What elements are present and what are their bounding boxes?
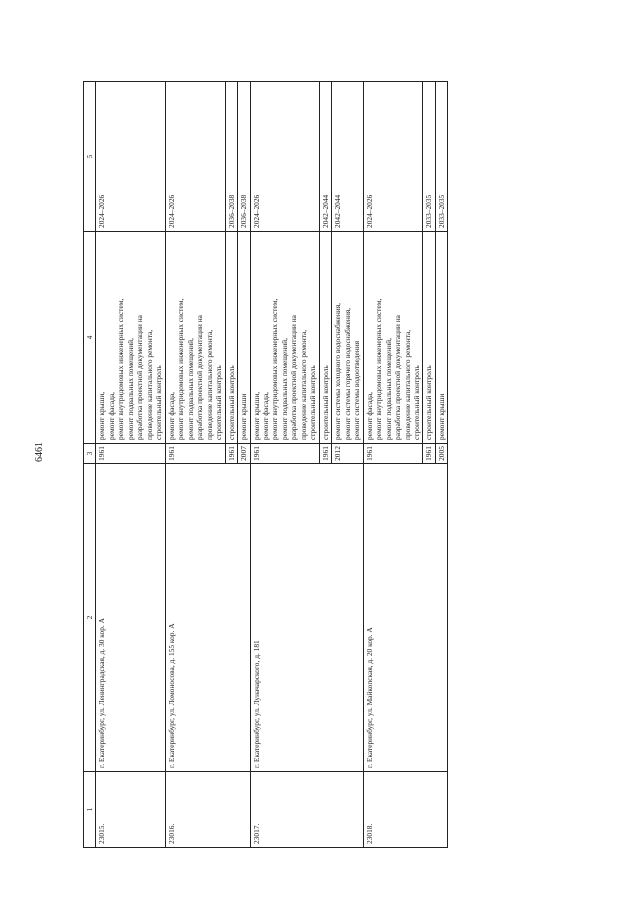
year-cell: 1961 [423, 444, 435, 464]
works-cell [165, 232, 225, 444]
work-item: ремонт подвальных помещений, [185, 338, 195, 440]
work-item: ремонт подвальных помещений, [125, 338, 135, 440]
work-item: ремонт внутридомовых инженерных систем, [270, 298, 280, 440]
works-cell [332, 232, 363, 444]
address-cell: г. Екатеринбург, ул. Майкопская, д. 20 кор. А [363, 464, 448, 772]
page-number: 6461 [34, 442, 45, 462]
entry-number-cell: 23016. [165, 772, 250, 848]
column-number: 5 [84, 82, 96, 232]
table-row [363, 82, 423, 848]
work-item: разработка проектной документации на [195, 315, 205, 440]
works-cell [96, 232, 165, 444]
work-item: ремонт фасада, [166, 392, 176, 440]
capital-repair-table [83, 81, 448, 848]
entry-number-cell: 23017. [250, 772, 363, 848]
table-row [165, 82, 225, 848]
period-cell: 2024–2026 [96, 82, 165, 232]
work-item: разработка проектной документации на [289, 315, 299, 440]
period-cell: 2036–2038 [238, 82, 250, 232]
work-item: ремонт фасада, [260, 392, 270, 440]
work-item: строительный контроль [424, 365, 434, 440]
work-item: ремонт системы водоотведения [352, 340, 362, 440]
column-number-row [84, 82, 96, 848]
work-item: ремонт внутридомовых инженерных систем, [176, 298, 186, 440]
period-cell: 2024–2026 [250, 82, 319, 232]
work-item: строительный контроль [320, 365, 330, 440]
works-cell [423, 232, 435, 444]
work-item: ремонт подвальных помещений, [279, 338, 289, 440]
column-number: 3 [84, 444, 96, 464]
work-item: ремонт крыши [239, 393, 249, 440]
works-cell [238, 232, 250, 444]
table-row [96, 82, 165, 848]
column-number: 1 [84, 772, 96, 848]
works-cell [250, 232, 319, 444]
period-cell: 2033–2035 [435, 82, 447, 232]
rotated-page-content [83, 82, 531, 848]
column-number: 2 [84, 464, 96, 772]
work-item: ремонт подвальных помещений, [383, 338, 393, 440]
address-cell: г. Екатеринбург, ул. Луначарского, д. 181 [250, 464, 363, 772]
work-item: строительный контроль [214, 365, 224, 440]
year-cell: 1961 [96, 444, 165, 464]
entry-number-cell: 23018. [363, 772, 448, 848]
works-cell [435, 232, 447, 444]
period-cell: 2042–2044 [332, 82, 363, 232]
year-cell: 2012 [332, 444, 363, 464]
address-cell: г. Екатеринбург, ул. Ломоносова, д. 155 кор. А [165, 464, 250, 772]
work-item: ремонт системы холодного водоснабжения, [333, 303, 343, 440]
work-item: ремонт внутридомовых инженерных систем, [374, 298, 384, 440]
year-cell: 1961 [250, 444, 319, 464]
year-cell: 1961 [319, 444, 331, 464]
address-cell: г. Екатеринбург, ул. Ленинградская, д. 30 кор. А [96, 464, 165, 772]
year-cell: 2007 [238, 444, 250, 464]
year-cell: 2005 [435, 444, 447, 464]
work-item: разработка проектной документации на [393, 315, 403, 440]
period-cell: 2024–2026 [165, 82, 225, 232]
work-item: строительный контроль [412, 365, 421, 440]
work-item: ремонт фасада, [106, 392, 116, 440]
year-cell: 1961 [363, 444, 423, 464]
works-cell [363, 232, 423, 444]
work-item: ремонт внутридомовых инженерных систем, [116, 298, 126, 440]
work-item: ремонт крыши, [251, 391, 261, 440]
work-item: проведение капитального ремонта, [402, 329, 412, 440]
work-item: ремонт крыши, [97, 391, 107, 440]
work-item: ремонт крыши [436, 393, 446, 440]
work-item: строительный контроль [308, 365, 318, 440]
year-cell: 1961 [225, 444, 237, 464]
work-item: проведение капитального ремонта, [204, 329, 214, 440]
work-item: строительный контроль [154, 365, 164, 440]
year-cell: 1961 [165, 444, 225, 464]
work-item: ремонт системы горячего водоснабжения, [342, 307, 352, 440]
table-body [96, 82, 448, 848]
period-cell: 2042–2044 [319, 82, 331, 232]
work-item: разработка проектной документации на [135, 315, 145, 440]
works-cell [225, 232, 237, 444]
column-number: 4 [84, 232, 96, 444]
work-item: ремонт фасада, [364, 392, 374, 440]
period-cell: 2024–2026 [363, 82, 423, 232]
table-row [250, 82, 319, 848]
work-item: проведение капитального ремонта, [144, 329, 154, 440]
work-item: проведение капитального ремонта, [298, 329, 308, 440]
period-cell: 2036–2038 [225, 82, 237, 232]
work-item: строительный контроль [226, 365, 236, 440]
period-cell: 2033–2035 [423, 82, 435, 232]
entry-number-cell: 23015. [96, 772, 165, 848]
works-cell [319, 232, 331, 444]
